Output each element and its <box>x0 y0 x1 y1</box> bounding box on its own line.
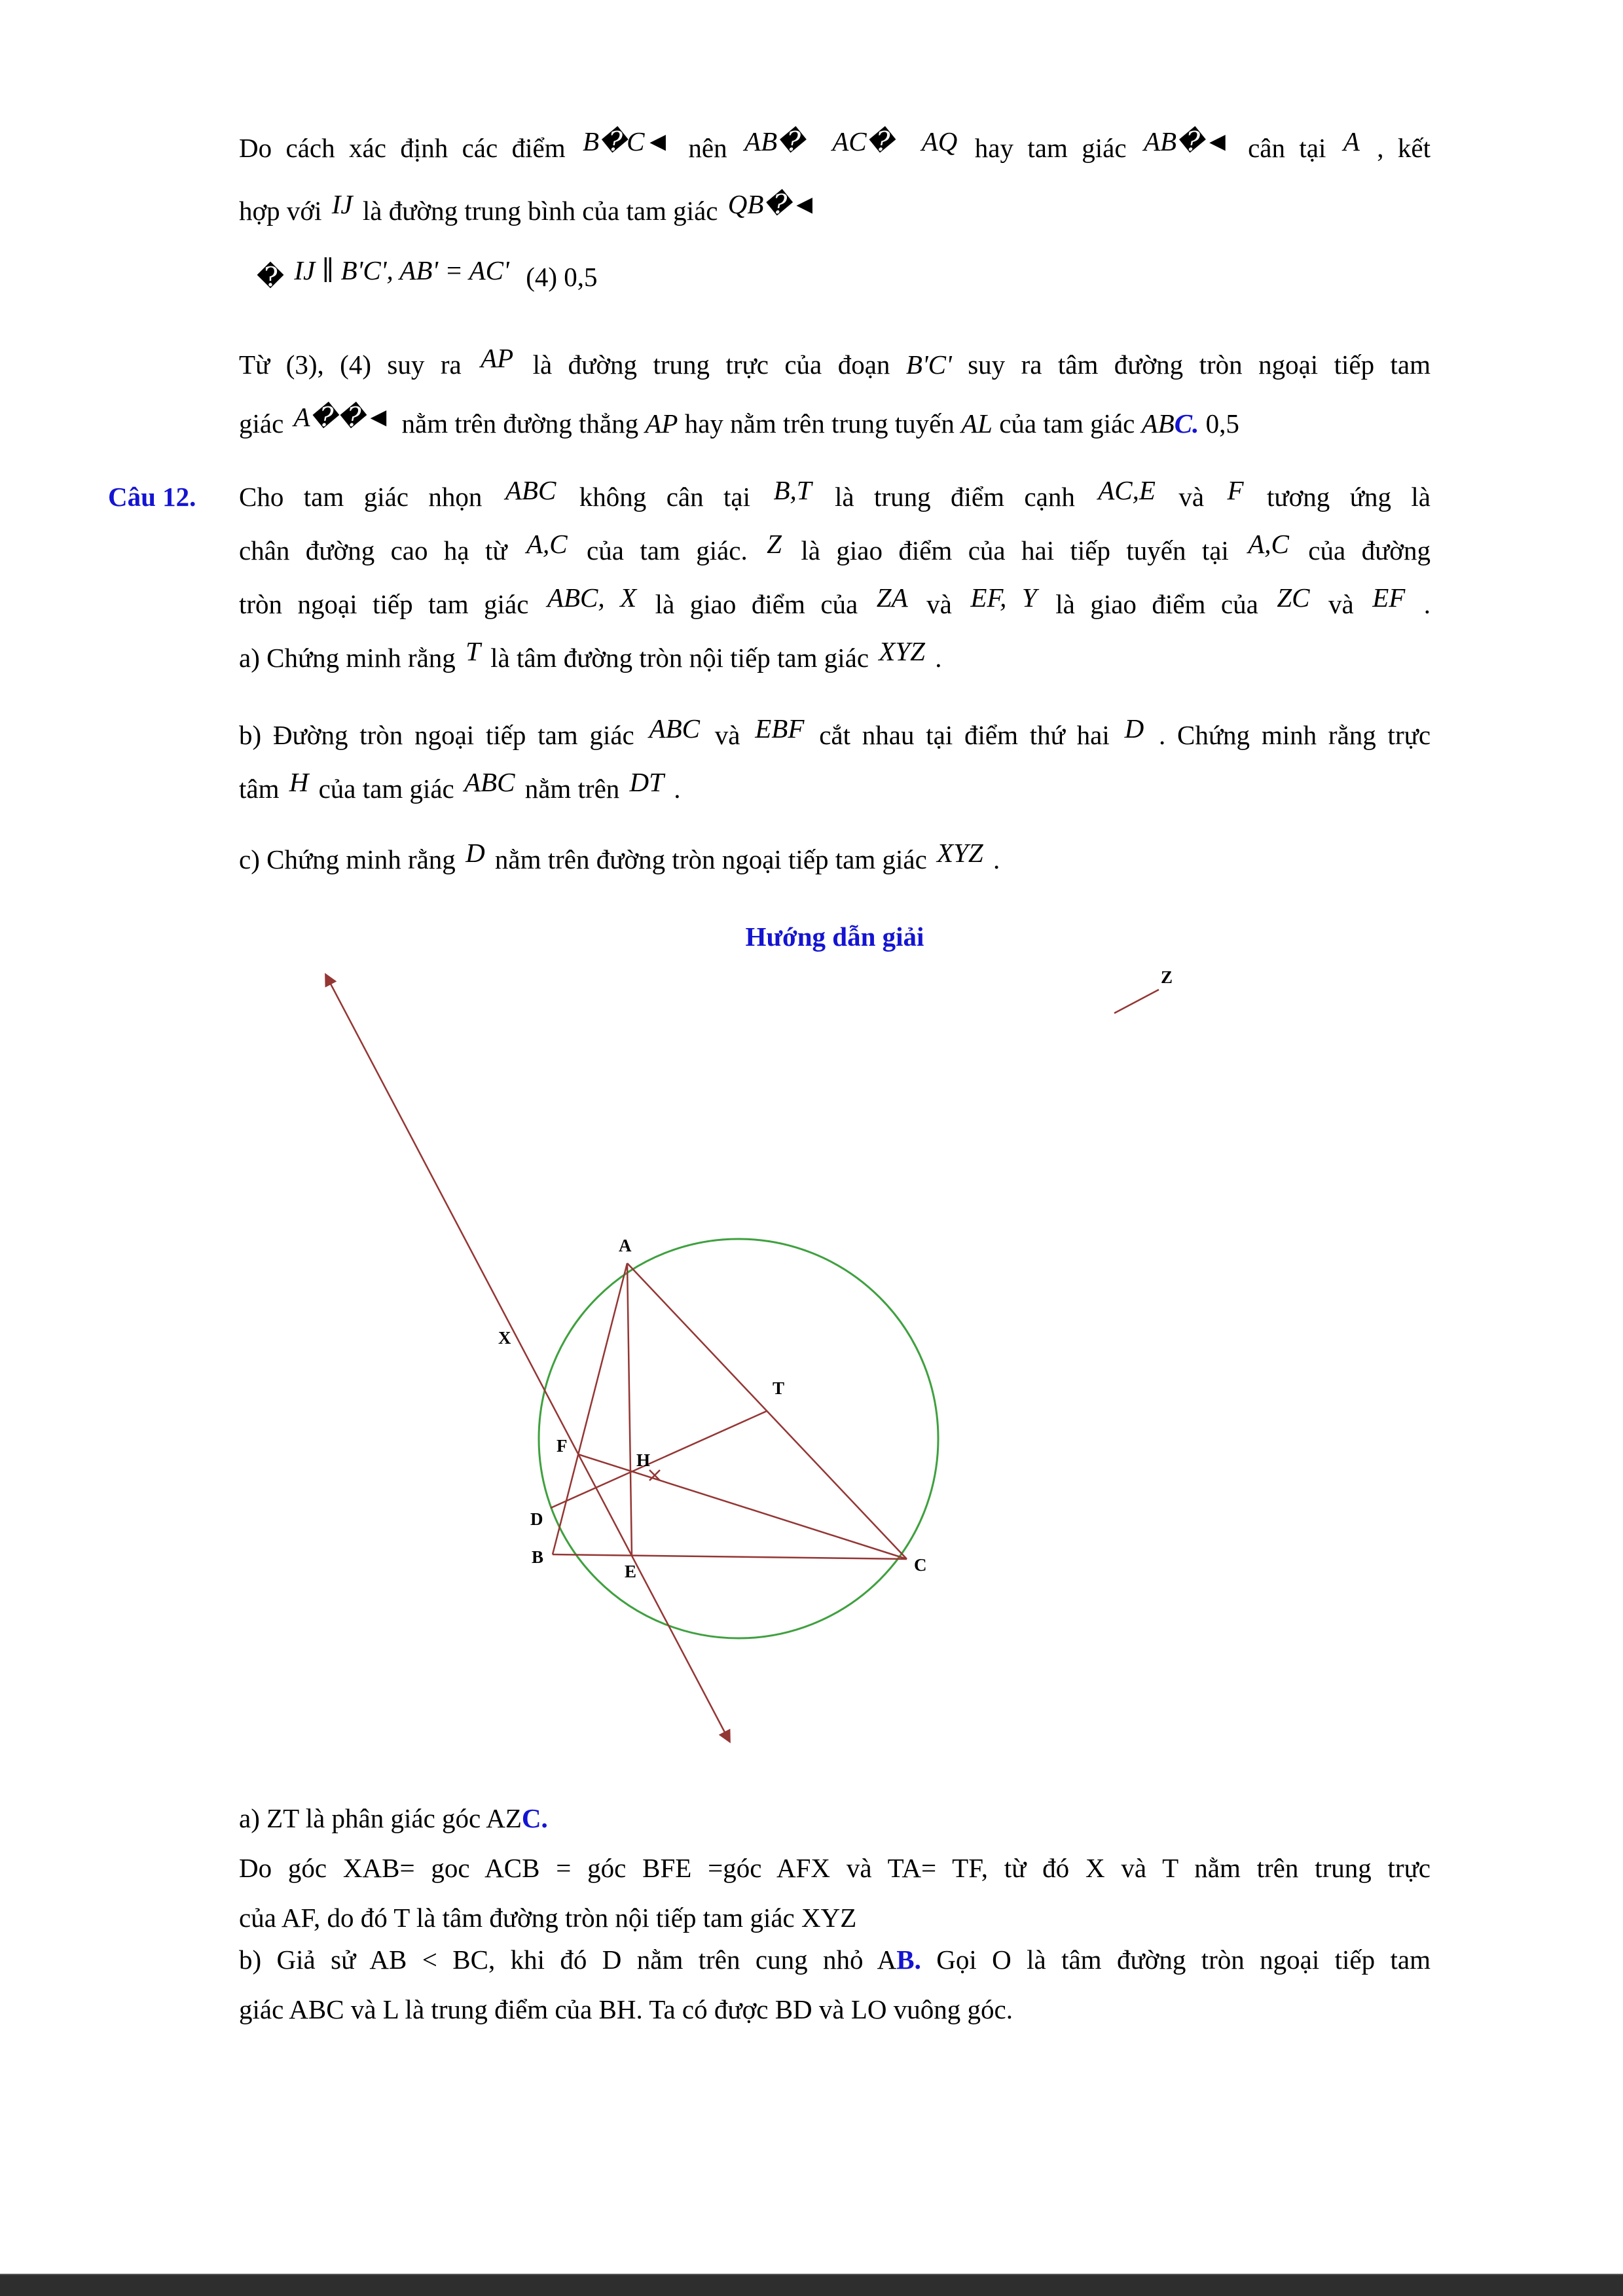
math-expression: IJ <box>331 189 353 219</box>
text-run: nằm trên <box>518 774 627 804</box>
text-run: nằm trên đường tròn ngoại tiếp tam giác <box>488 844 934 874</box>
text-line <box>239 524 1431 577</box>
math-expression: DT <box>629 767 664 797</box>
solution-a <box>239 1793 1431 1943</box>
text-run: Từ (3), (4) suy ra <box>239 350 478 380</box>
math-expression: EBF <box>755 713 805 744</box>
text-run: c) Chứng minh rằng <box>239 844 463 874</box>
text-run: . <box>666 774 681 804</box>
math-expression: D <box>465 838 485 868</box>
math-expression: AB�◄ <box>1143 126 1231 156</box>
question-12 <box>108 470 1431 685</box>
text-run: là tâm đường tròn nội tiếp tam giác <box>483 643 876 673</box>
math-expression: ZA <box>876 583 908 613</box>
math-expression: EF <box>1372 583 1406 613</box>
text-run: Do cách xác định các điểm <box>239 133 579 163</box>
text-run: AB <box>1141 408 1175 439</box>
question-12b <box>239 708 1431 816</box>
text-line <box>239 833 1431 886</box>
text-run: Cho tam giác nhọn <box>239 482 502 512</box>
math-expression: A,C <box>1248 529 1289 559</box>
math-expression: EF, Y <box>970 583 1037 613</box>
text-run: Do góc XAB= goc ACB = góc BFE =góc AFX và TA= TF, từ đó X và T nằm trên trung trực <box>239 1853 1431 1883</box>
math-expression: A <box>1343 126 1360 156</box>
text-run: Gọi O là tâm đường tròn ngoại tiếp tam <box>921 1945 1431 1975</box>
text-run: của tam giác <box>312 774 462 804</box>
point-label-A: A <box>619 1236 632 1255</box>
text-run: nên <box>674 133 742 163</box>
text-run: và <box>911 589 968 619</box>
text-run: . <box>986 844 1000 874</box>
text-run: . Chứng minh rằng trực <box>1147 720 1431 750</box>
text-line <box>239 910 1431 963</box>
line-ef-extended <box>326 975 729 1741</box>
line-dt <box>551 1411 767 1508</box>
solution-paragraph-1 <box>239 117 1431 242</box>
point-label-X: X <box>498 1328 511 1348</box>
point-label-B: B <box>532 1547 544 1567</box>
text-line <box>239 470 1431 524</box>
math-expression: AC,E <box>1098 475 1156 505</box>
text-run: suy ra tâm đường tròn ngoại tiếp tam <box>951 350 1431 380</box>
solution-b <box>239 1935 1431 2034</box>
math-expression: QB�◄ <box>727 189 818 219</box>
math-expression: H <box>289 767 309 797</box>
math-expression: ABC, X <box>547 583 637 613</box>
text-run: và <box>1313 589 1370 619</box>
text-run: , kết <box>1362 133 1431 163</box>
text-run: là đường trung bình của tam giác <box>356 196 725 226</box>
text-run: và <box>1158 482 1224 512</box>
math-expression: AB� AC� AQ <box>744 126 958 156</box>
point-label-Z: Z <box>1161 967 1173 987</box>
text-line <box>239 1793 1431 1843</box>
text-run: b) Giả sử AB < BC, khi đó D nằm trên cung nhỏ A <box>239 1945 897 1975</box>
text-run: tròn ngoại tiếp tam giác <box>239 589 544 619</box>
math-expression: A��◄ <box>293 402 392 432</box>
text-run: của AF, do đó T là tâm đường tròn nội tiếp tam giác XYZ <box>239 1903 857 1933</box>
page-separator <box>0 2274 1623 2296</box>
side-bc <box>553 1554 907 1559</box>
text-run: của tam giác. <box>570 535 764 565</box>
text-run: Hướng dẫn giải <box>745 922 924 952</box>
text-run: và <box>702 720 752 750</box>
text-line <box>239 762 1431 816</box>
text-run: là giao điểm của <box>640 589 873 619</box>
text-run: hay tam giác <box>960 133 1140 163</box>
point-label-H: H <box>636 1450 651 1470</box>
text-run: tương ứng là <box>1247 482 1431 512</box>
text-run: . <box>1408 589 1431 619</box>
math-expression: B�C◄ <box>583 126 672 156</box>
text-run: a) ZT là phân giác góc AZ <box>239 1803 522 1833</box>
text-line <box>239 708 1431 762</box>
text-run: � <box>257 262 291 292</box>
math-expression: ABC <box>505 475 556 505</box>
text-run: chân đường cao hạ từ <box>239 535 523 565</box>
math-expression: A,C <box>526 529 568 559</box>
text-run: hay nằm trên trung tuyến <box>678 408 962 439</box>
altitude-ae <box>627 1263 632 1556</box>
text-run: . <box>928 643 942 673</box>
text-line <box>239 335 1431 394</box>
point-label-E: E <box>625 1562 637 1581</box>
math-expression: XYZ <box>879 636 925 666</box>
text-line <box>257 247 1429 306</box>
math-expression: D <box>1124 713 1144 744</box>
equation-line <box>257 247 1429 306</box>
text-line <box>239 577 1431 631</box>
text-run: là giao điểm của <box>1040 589 1274 619</box>
text-run: của đường <box>1292 535 1431 565</box>
text-run: hợp với <box>239 196 329 226</box>
text-run: không cân tại <box>559 482 771 512</box>
math-expression: XYZ <box>937 838 983 868</box>
question-number: Câu 12. <box>108 482 196 512</box>
text-run: tâm <box>239 774 286 804</box>
text-line <box>239 394 1431 453</box>
text-run: giác ABC và L là trung điểm của BH. Ta có được BD và LO vuông góc. <box>239 1994 1013 2024</box>
text-run: B. <box>896 1945 921 1975</box>
math-expression: ABC <box>649 713 700 744</box>
math-expression: Z <box>767 529 782 559</box>
text-run: 0,5 <box>1199 408 1239 439</box>
text-run: AL <box>961 408 993 439</box>
text-line <box>239 1984 1431 2034</box>
point-label-C: C <box>914 1555 927 1575</box>
text-run: là giao điểm của hai tiếp tuyến tại <box>784 535 1245 565</box>
math-expression: ABC <box>464 767 515 797</box>
math-expression: AP <box>481 343 514 373</box>
math-expression: ZC <box>1277 583 1310 613</box>
text-line <box>239 117 1431 179</box>
text-run: b) Đường tròn ngoại tiếp tam giác <box>239 720 646 750</box>
question-12c <box>239 833 1431 886</box>
geometry-figure <box>249 962 1231 1774</box>
text-line <box>239 1843 1431 1893</box>
text-run: B'C' <box>905 350 952 380</box>
text-run: (4) 0,5 <box>512 262 598 292</box>
text-run: nằm trên đường thẳng <box>395 408 646 439</box>
text-run: a) Chứng minh rằng <box>239 643 463 673</box>
math-expression: IJ ∥ B'C', AB' = AC' <box>294 255 509 285</box>
circumcircle <box>539 1239 938 1638</box>
text-run: AP <box>645 408 678 439</box>
math-expression: F <box>1227 475 1244 505</box>
math-expression: T <box>465 636 481 666</box>
solution-paragraph-2 <box>239 335 1431 453</box>
text-line <box>239 179 1431 242</box>
text-run: là trung điểm cạnh <box>814 482 1095 512</box>
text-run: cân tại <box>1233 133 1340 163</box>
point-label-D: D <box>530 1509 543 1529</box>
line-z-fragment <box>1114 990 1159 1013</box>
text-line <box>239 631 1431 685</box>
text-run: C. <box>521 1803 548 1833</box>
text-run: cắt nhau tại điểm thứ hai <box>807 720 1122 750</box>
solution-heading <box>239 910 1431 963</box>
text-run: là đường trung trực của đoạn <box>517 350 906 380</box>
text-line <box>239 1935 1431 1984</box>
math-expression: B,T <box>773 475 812 505</box>
text-run: của tam giác <box>992 408 1142 439</box>
text-run: C. <box>1174 408 1199 439</box>
side-ab <box>553 1263 627 1554</box>
point-label-T: T <box>773 1378 785 1398</box>
text-run: giác <box>239 408 291 439</box>
point-label-F: F <box>556 1436 568 1456</box>
